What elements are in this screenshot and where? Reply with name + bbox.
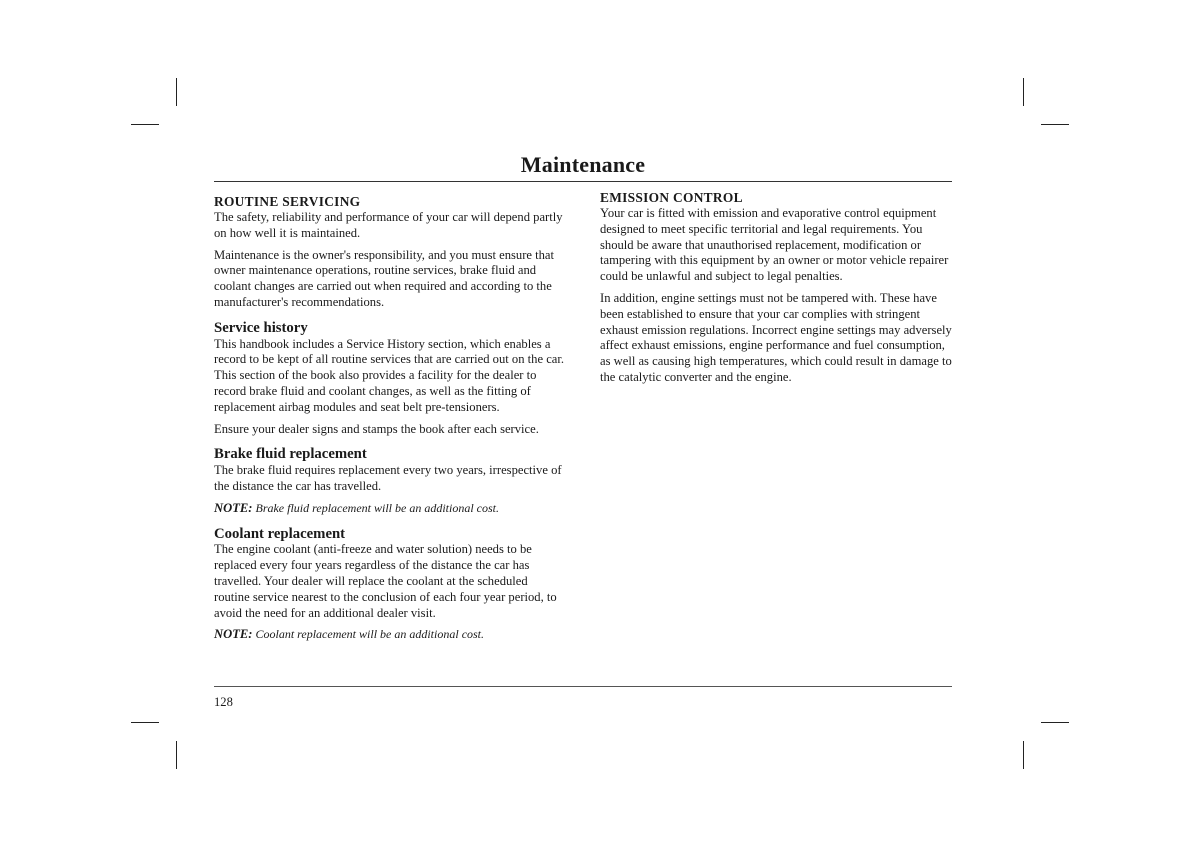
title-rule <box>214 181 952 182</box>
brake-fluid-note-text: Brake fluid replacement will be an additional cost. <box>255 500 499 515</box>
crop-mark-top-right-vertical <box>1023 78 1024 106</box>
left-column <box>214 194 566 649</box>
crop-mark-bottom-right-vertical <box>1023 741 1024 769</box>
right-column <box>600 190 952 392</box>
brake-fluid-note-label: NOTE: <box>214 500 253 515</box>
crop-mark-bottom-left-horizontal <box>131 722 159 723</box>
routine-servicing-heading: ROUTINE SERVICING <box>214 194 361 209</box>
crop-mark-top-left-vertical <box>176 78 177 106</box>
service-history-paragraph-2: Ensure your dealer signs and stamps the book after each service. <box>214 421 539 436</box>
coolant-note <box>214 627 566 643</box>
coolant-paragraph: The engine coolant (anti-freeze and water solution) needs to be replaced every four years regardless of the distance the car has travelled. Your dealer will replace the coolant at the scheduled routine service nearest to the conclusion of each four year period, to avoid the need for an additional dealer visit. <box>214 542 557 620</box>
routine-servicing-paragraph-2: Maintenance is the owner's responsibility, and you must ensure that owner maintenance operations, routine services, brake fluid and coolant changes are carried out when required and according to the manufacturer's recommendations. <box>214 247 555 309</box>
crop-mark-top-right-horizontal <box>1041 124 1069 125</box>
page-number: 128 <box>214 695 233 709</box>
crop-mark-bottom-left-vertical <box>176 741 177 769</box>
emission-control-paragraph-1: Your car is fitted with emission and evaporative control equipment designed to meet specific territorial and legal requirements. You should be aware that unauthorised replacement, modification or tampering with this equipment by an owner or motor vehicle repairer could be unlawful and subject to legal penalties. <box>600 206 949 284</box>
routine-servicing-paragraph-1: The safety, reliability and performance of your car will depend partly on how well it is maintained. <box>214 210 563 240</box>
crop-mark-bottom-right-horizontal <box>1041 722 1069 723</box>
brake-fluid-paragraph: The brake fluid requires replacement every two years, irrespective of the distance the car has travelled. <box>214 463 562 493</box>
emission-control-heading: EMISSION CONTROL <box>600 190 743 205</box>
coolant-note-label: NOTE: <box>214 627 253 642</box>
service-history-heading: Service history <box>214 319 308 336</box>
service-history-paragraph-1: This handbook includes a Service History section, which enables a record to be kept of all routine services that are carried out on the car. This section of the book also provides a facility for the dealer to record brake fluid and coolant changes, as well as the fitting of replacement airbag modules and seat belt pre-tensioners. <box>214 336 565 414</box>
page-title: Maintenance <box>520 152 646 177</box>
footer-rule <box>214 686 952 687</box>
brake-fluid-note <box>214 501 566 517</box>
coolant-note-text: Coolant replacement will be an additional cost. <box>255 627 485 642</box>
coolant-heading: Coolant replacement <box>214 525 346 542</box>
brake-fluid-heading: Brake fluid replacement <box>214 446 367 463</box>
crop-mark-top-left-horizontal <box>131 124 159 125</box>
emission-control-paragraph-2: In addition, engine settings must not be tampered with. These have been established to ensure that your car complies with stringent exhaust emission regulations. Incorrect engine settings may adversely affect exhaust emissions, engine performance and fuel consumption, as well as causing high temperatures, which could result in damage to the catalytic converter and the engine. <box>600 290 952 384</box>
